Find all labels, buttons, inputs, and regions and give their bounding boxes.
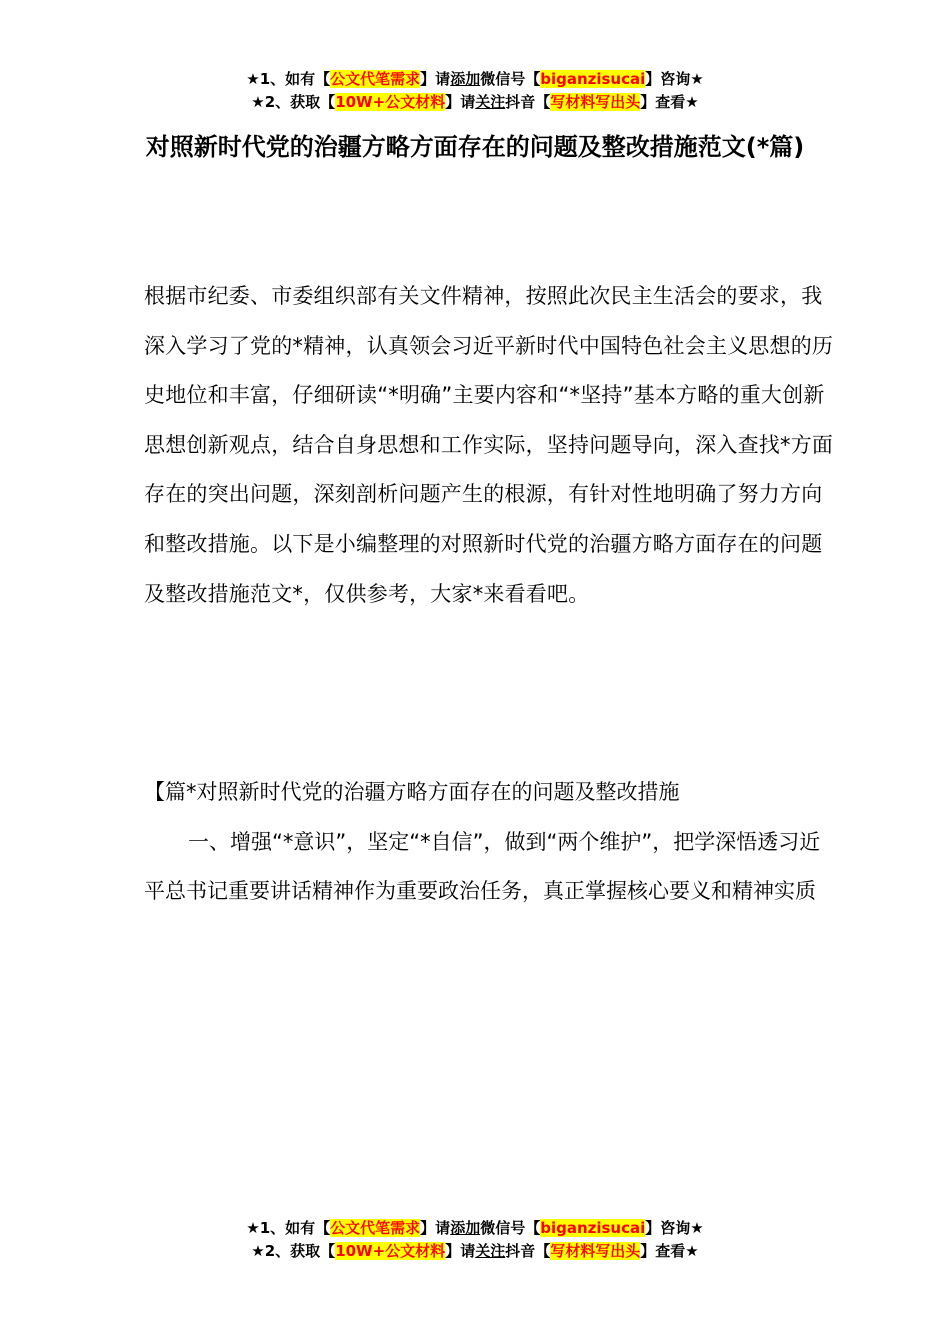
ad-text: ★1、如有【 [246,70,331,88]
ad-highlight-materials: 10W+公文材料 [335,93,446,111]
intro-paragraph: 根据市纪委、市委组织部有关文件精神，按照此次民主生活会的要求，我深入学习了党的*精神，认真领会习近平新时代中国特色社会主义思想的历史地位和丰富，仔细研读“*明确”主要内容和“*坚持”基本方略的重大创新思想创新观点，结合自身思想和工作实际，坚持问题导向，深入查找*方面存在的突出问题，深刻剖析问题产生的根源，有针对性地明确了努力方向和整改措施。以下是小编整理的对照新时代党的治疆方略方面存在的问题及整改措施范文*，仅供参考，大家*来看看吧。 [144,284,834,606]
ad-underline-add: 添加 [450,70,481,88]
ad-highlight-service: 公文代笔需求 [330,1219,421,1237]
ad-line-2 [0,91,950,114]
ad-text: 】咨询★ [645,70,704,88]
ad-underline-add: 添加 [450,1219,481,1237]
ad-text: 抖音【 [505,1242,551,1260]
ad-line-2 [0,1240,950,1263]
ad-highlight-douyin-id: 写材料写出头 [550,93,641,111]
ad-highlight-wechat-id: biganzisucai [540,1219,646,1237]
ad-line-1 [0,1217,950,1240]
ad-highlight-materials: 10W+公文材料 [335,1242,446,1260]
ad-text: 】请 [445,93,476,111]
ad-text: 】请 [445,1242,476,1260]
bottom-ad-banner [0,1217,950,1263]
section-paragraph: 一、增强“*意识”，坚定“*自信”，做到“两个维护”，把学深悟透习近平总书记重要讲话精神作为重要政治任务，真正掌握核心要义和精神实质 [144,829,821,904]
section-heading: 【篇*对照新时代党的治疆方略方面存在的问题及整改措施 [144,780,680,804]
ad-text: 抖音【 [505,93,551,111]
ad-text: 】请 [420,1219,451,1237]
ad-text: 微信号【 [480,1219,541,1237]
document-title: 对照新时代党的治疆方略方面存在的问题及整改措施范文(*篇) [145,133,805,161]
ad-text: 】查看★ [640,93,699,111]
ad-text: ★2、获取【 [251,1242,336,1260]
ad-highlight-service: 公文代笔需求 [330,70,421,88]
ad-text: 】请 [420,70,451,88]
ad-highlight-wechat-id: biganzisucai [540,70,646,88]
ad-text: 】咨询★ [645,1219,704,1237]
ad-underline-follow: 关注 [475,1242,506,1260]
ad-underline-follow: 关注 [475,93,506,111]
top-ad-banner [0,68,950,114]
ad-text: 微信号【 [480,70,541,88]
ad-text: ★2、获取【 [251,93,336,111]
ad-line-1 [0,68,950,91]
ad-highlight-douyin-id: 写材料写出头 [550,1242,641,1260]
ad-text: 】查看★ [640,1242,699,1260]
ad-text: ★1、如有【 [246,1219,331,1237]
section-one [144,768,834,917]
